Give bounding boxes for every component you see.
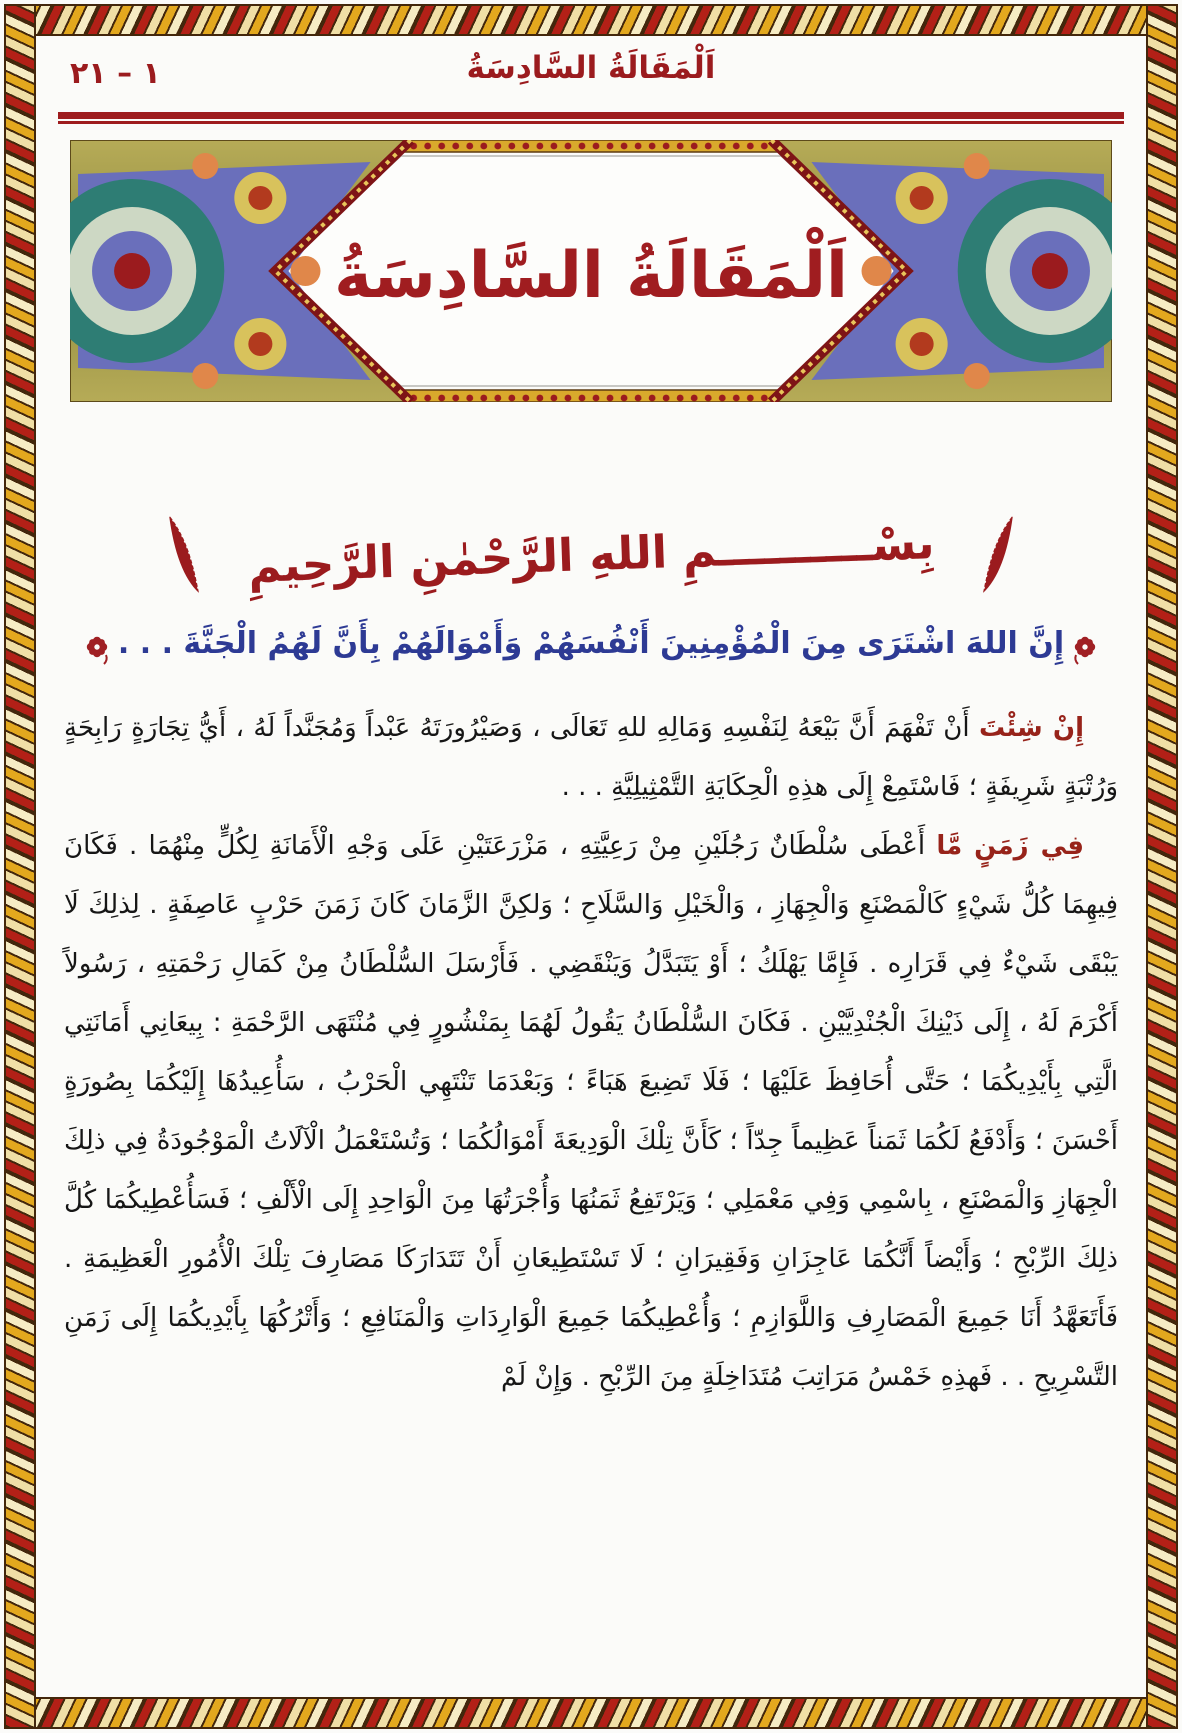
verse-close-ornament-icon [84, 631, 110, 665]
paragraph-lead: إِنْ شِئْتَ [979, 713, 1084, 743]
paragraph-text: أَعْطَى سُلْطَانٌ رَجُلَيْنِ مِنْ رَعِيَّتِهِ ، مَزْرَعَتَيْنِ عَلَى وَجْهِ الْأَمَانَةِ لِكُلٍّ مِنْهُمَا . فَكَانَ فِيهِمَا كُلُّ شَيْءٍ كَالْمَصْنَعِ وَالْجِهَازِ ، وَالْخَيْلِ وَالسَّلَاحِ ؛ وَلكِنَّ الزَّمَانَ كَانَ زَمَنَ حَرْبٍ عَاصِفَةٍ . لِذلِكَ لَا يَبْقَى شَيْءٌ فِي قَرَارِه . فَإِمَّا يَهْلَكُ ؛ أَوْ يَتَبَدَّلُ وَيَنْقَضِي . فَأَرْسَلَ السُّلْطَانُ مِنْ كَمَالِ رَحْمَتِهِ ، رَسُولاً أَكْرَمَ لَهُ ، إِلَى ذَيْنِكَ الْجُنْدِيَّيْنِ . فَكَانَ السُّلْطَانُ يَقُولُ لَهُمَا بِمَنْشُورٍ فِي مُنْتَهَى الرَّحْمَةِ : بِيعَانِي أَمَانَتِي الَّتِي بِأَيْدِيكُمَا ؛ حَتَّى أُحَافِظَ عَلَيْهَا ؛ فَلَا تَضِيعَ هَبَاءً ؛ وَبَعْدَمَا تَنْتَهِي الْحَرْبُ ، سَأُعِيدُهَا إِلَيْكُمَا بِصُورَةٍ أَحْسَنَ ؛ وَأَدْفَعُ لَكُمَا ثَمَناً عَظِيماً جِدّاً ؛ كَأَنَّ تِلْكَ الْوَدِيعَةَ أَمْوَالُكُمَا ؛ وَتُسْتَعْمَلُ الْآلَاتُ الْمَوْجُودَةُ فِي ذلِكَ الْجِهَازِ وَالْمَصْنَعِ ، بِاسْمِي وَفِي مَعْمَلِي ؛ وَيَرْتَفِعُ ثَمَنُهَا وَأُجْرَتُهَا مِنَ الْوَاحِدِ إِلَى الْأَلْفِ ؛ فَسَأُعْطِيكُمَا كُلَّ ذلِكَ الرِّبْحِ ؛ وَأَيْضاً أَنَّكُمَا عَاجِزَانِ وَفَقِيرَانِ ؛ لَا تَسْتَطِيعَانِ أَنْ تَتَدَارَكَا مَصَارِفَ تِلْكَ الْأُمُورِ الْعَظِيمَةِ . فَأَتَعَهَّدُ أَنَا جَمِيعَ الْمَصَارِفِ وَاللَّوَازِمِ ؛ وَأُعْطِيكُمَا جَمِيعَ الْوَارِدَاتِ وَالْمَنَافِعِ ؛ وَأَتْرُكُهَا بِأَيْدِيكُمَا إِلَى زَمَنِ التَّسْرِيحِ . . فَهذِهِ خَمْسُ مَرَاتِبَ مُتَدَاخِلَةٍ مِنَ الرِّبْحِ . وَإِنْ لَمْ [64, 831, 1118, 1392]
bismillah-left-ornament-icon [166, 511, 202, 597]
verse-text: إِنَّ اللهَ اشْتَرَى مِنَ الْمُؤْمِنِينَ أَنْفُسَهُمْ وَأَمْوَالَهُمْ بِأَنَّ لَهُمُ الْجَنَّةَ . . . [117, 626, 1065, 661]
chapter-ornament-panel [70, 140, 1112, 402]
chapter-title: اَلْمَقَالَةُ السَّادِسَةُ [334, 239, 848, 313]
paragraph-lead: فِي زَمَنٍ مَّا [936, 831, 1084, 861]
quran-verse [64, 626, 1118, 661]
ornate-border-left [4, 4, 36, 1729]
bismillah-text: بِسْــــــــــمِ اللهِ الرَّحْمٰنِ الرَّحِيمِ [246, 515, 936, 593]
body-text [64, 699, 1118, 1407]
page-number: ١ – ٢١ [70, 56, 161, 91]
rule-thick-line [58, 112, 1124, 119]
rule-thin-line [58, 121, 1124, 124]
bismillah [64, 498, 1118, 610]
bismillah-right-ornament-icon [980, 511, 1016, 597]
paragraph [64, 817, 1118, 1407]
ornate-border-top [4, 4, 1178, 36]
paragraph [64, 699, 1118, 817]
paragraph-text: أَنْ تَفْهَمَ أَنَّ بَيْعَهُ لِنَفْسِهِ وَمَالِهِ للهِ تَعَالَى ، وَصَيْرُورَتَهُ عَبْداً وَمُجَنَّداً لَهُ ، أَيُّ تِجَارَةٍ رَابِحَةٍ وَرُتْبَةٍ شَرِيفَةٍ ؛ فَاسْتَمِعْ إِلَى هذِهِ الْحِكَايَةِ التَّمْثِيلِيَّةِ . . . [64, 713, 1118, 802]
running-head-title: اَلْمَقَالَةُ السَّادِسَةُ [466, 50, 716, 86]
page-content [64, 40, 1118, 1693]
verse-open-ornament-icon [1072, 631, 1098, 665]
ornate-border-bottom [4, 1697, 1178, 1729]
page-header [64, 48, 1118, 102]
ornate-border-right [1146, 4, 1178, 1729]
double-rule-divider [58, 112, 1124, 124]
